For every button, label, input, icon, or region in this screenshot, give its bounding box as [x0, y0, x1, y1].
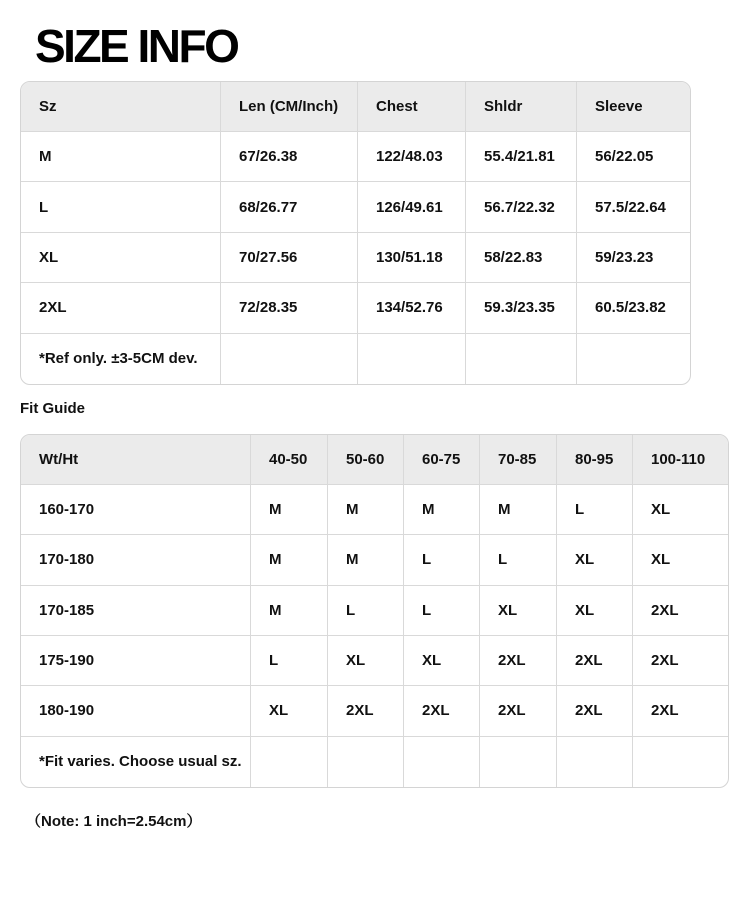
table-cell: XL	[633, 485, 728, 535]
table-cell: 56/22.05	[577, 132, 690, 182]
table-cell	[480, 737, 557, 787]
table-cell: L	[251, 636, 328, 686]
table-cell: 60.5/23.82	[577, 283, 690, 333]
table-cell: XL	[251, 686, 328, 736]
table-cell: 2XL	[404, 686, 480, 736]
table-cell: M	[21, 132, 221, 182]
table-cell	[466, 334, 577, 384]
table-row	[21, 535, 728, 585]
fit-header: 60-75	[404, 435, 480, 485]
table-row	[21, 233, 690, 283]
fit-header: 70-85	[480, 435, 557, 485]
table-row	[21, 636, 728, 686]
table-cell: 2XL	[633, 686, 728, 736]
table-row	[21, 586, 728, 636]
table-cell: M	[328, 535, 404, 585]
table-cell	[557, 737, 633, 787]
table-cell: XL	[480, 586, 557, 636]
fit-footnote-row	[21, 737, 728, 787]
table-cell	[221, 334, 358, 384]
table-cell: M	[251, 485, 328, 535]
table-cell	[358, 334, 466, 384]
table-cell: M	[328, 485, 404, 535]
table-cell: 68/26.77	[221, 182, 358, 232]
size-header-sz: Sz	[21, 82, 221, 132]
table-cell: 2XL	[557, 686, 633, 736]
table-cell: 2XL	[328, 686, 404, 736]
table-cell: 160-170	[21, 485, 251, 535]
table-row	[21, 283, 690, 333]
table-cell: L	[404, 586, 480, 636]
size-header-shldr: Shldr	[466, 82, 577, 132]
fit-header-wtht: Wt/Ht	[21, 435, 251, 485]
size-footnote-row	[21, 334, 690, 384]
table-cell	[251, 737, 328, 787]
table-cell	[633, 737, 728, 787]
table-cell: L	[480, 535, 557, 585]
table-cell: XL	[557, 535, 633, 585]
fit-header: 40-50	[251, 435, 328, 485]
size-header-sleeve: Sleeve	[577, 82, 690, 132]
table-cell: 2XL	[480, 636, 557, 686]
table-cell: 55.4/21.81	[466, 132, 577, 182]
table-row	[21, 485, 728, 535]
table-cell: 59.3/23.35	[466, 283, 577, 333]
table-cell: 56.7/22.32	[466, 182, 577, 232]
table-cell: XL	[633, 535, 728, 585]
size-table-header-row	[21, 82, 690, 132]
table-row	[21, 182, 690, 232]
table-cell: L	[328, 586, 404, 636]
table-cell: 2XL	[557, 636, 633, 686]
unit-note: （Note: 1 inch=2.54cm）	[26, 813, 202, 830]
table-cell: 134/52.76	[358, 283, 466, 333]
table-cell: M	[404, 485, 480, 535]
table-cell: XL	[21, 233, 221, 283]
table-cell: XL	[557, 586, 633, 636]
fit-header: 100-110	[633, 435, 728, 485]
table-cell: 59/23.23	[577, 233, 690, 283]
table-cell: L	[404, 535, 480, 585]
table-cell: M	[251, 586, 328, 636]
table-cell: M	[251, 535, 328, 585]
size-header-len: Len (CM/Inch)	[221, 82, 358, 132]
table-cell: 70/27.56	[221, 233, 358, 283]
table-cell: 2XL	[480, 686, 557, 736]
table-cell: L	[21, 182, 221, 232]
fit-guide-table	[20, 434, 729, 788]
table-cell: 2XL	[633, 636, 728, 686]
table-cell: 72/28.35	[221, 283, 358, 333]
size-footnote: *Ref only. ±3-5CM dev.	[21, 334, 221, 384]
table-cell: 180-190	[21, 686, 251, 736]
table-cell: 130/51.18	[358, 233, 466, 283]
table-cell: 58/22.83	[466, 233, 577, 283]
table-cell: XL	[404, 636, 480, 686]
table-cell: M	[480, 485, 557, 535]
fit-header: 50-60	[328, 435, 404, 485]
table-cell: 122/48.03	[358, 132, 466, 182]
table-cell	[328, 737, 404, 787]
table-row	[21, 686, 728, 736]
table-cell: 170-185	[21, 586, 251, 636]
table-cell	[404, 737, 480, 787]
fit-table-header-row	[21, 435, 728, 485]
table-cell: 67/26.38	[221, 132, 358, 182]
size-table	[20, 81, 691, 385]
fit-guide-label: Fit Guide	[20, 400, 85, 417]
table-row	[21, 132, 690, 182]
fit-footnote: *Fit varies. Choose usual sz.	[21, 737, 251, 787]
table-cell: 57.5/22.64	[577, 182, 690, 232]
table-cell: 175-190	[21, 636, 251, 686]
size-header-chest: Chest	[358, 82, 466, 132]
table-cell	[577, 334, 690, 384]
table-cell: 170-180	[21, 535, 251, 585]
table-cell: 2XL	[21, 283, 221, 333]
table-cell: L	[557, 485, 633, 535]
table-cell: 2XL	[633, 586, 728, 636]
page-title: SIZE INFO	[35, 20, 238, 72]
table-cell: XL	[328, 636, 404, 686]
table-cell: 126/49.61	[358, 182, 466, 232]
fit-header: 80-95	[557, 435, 633, 485]
